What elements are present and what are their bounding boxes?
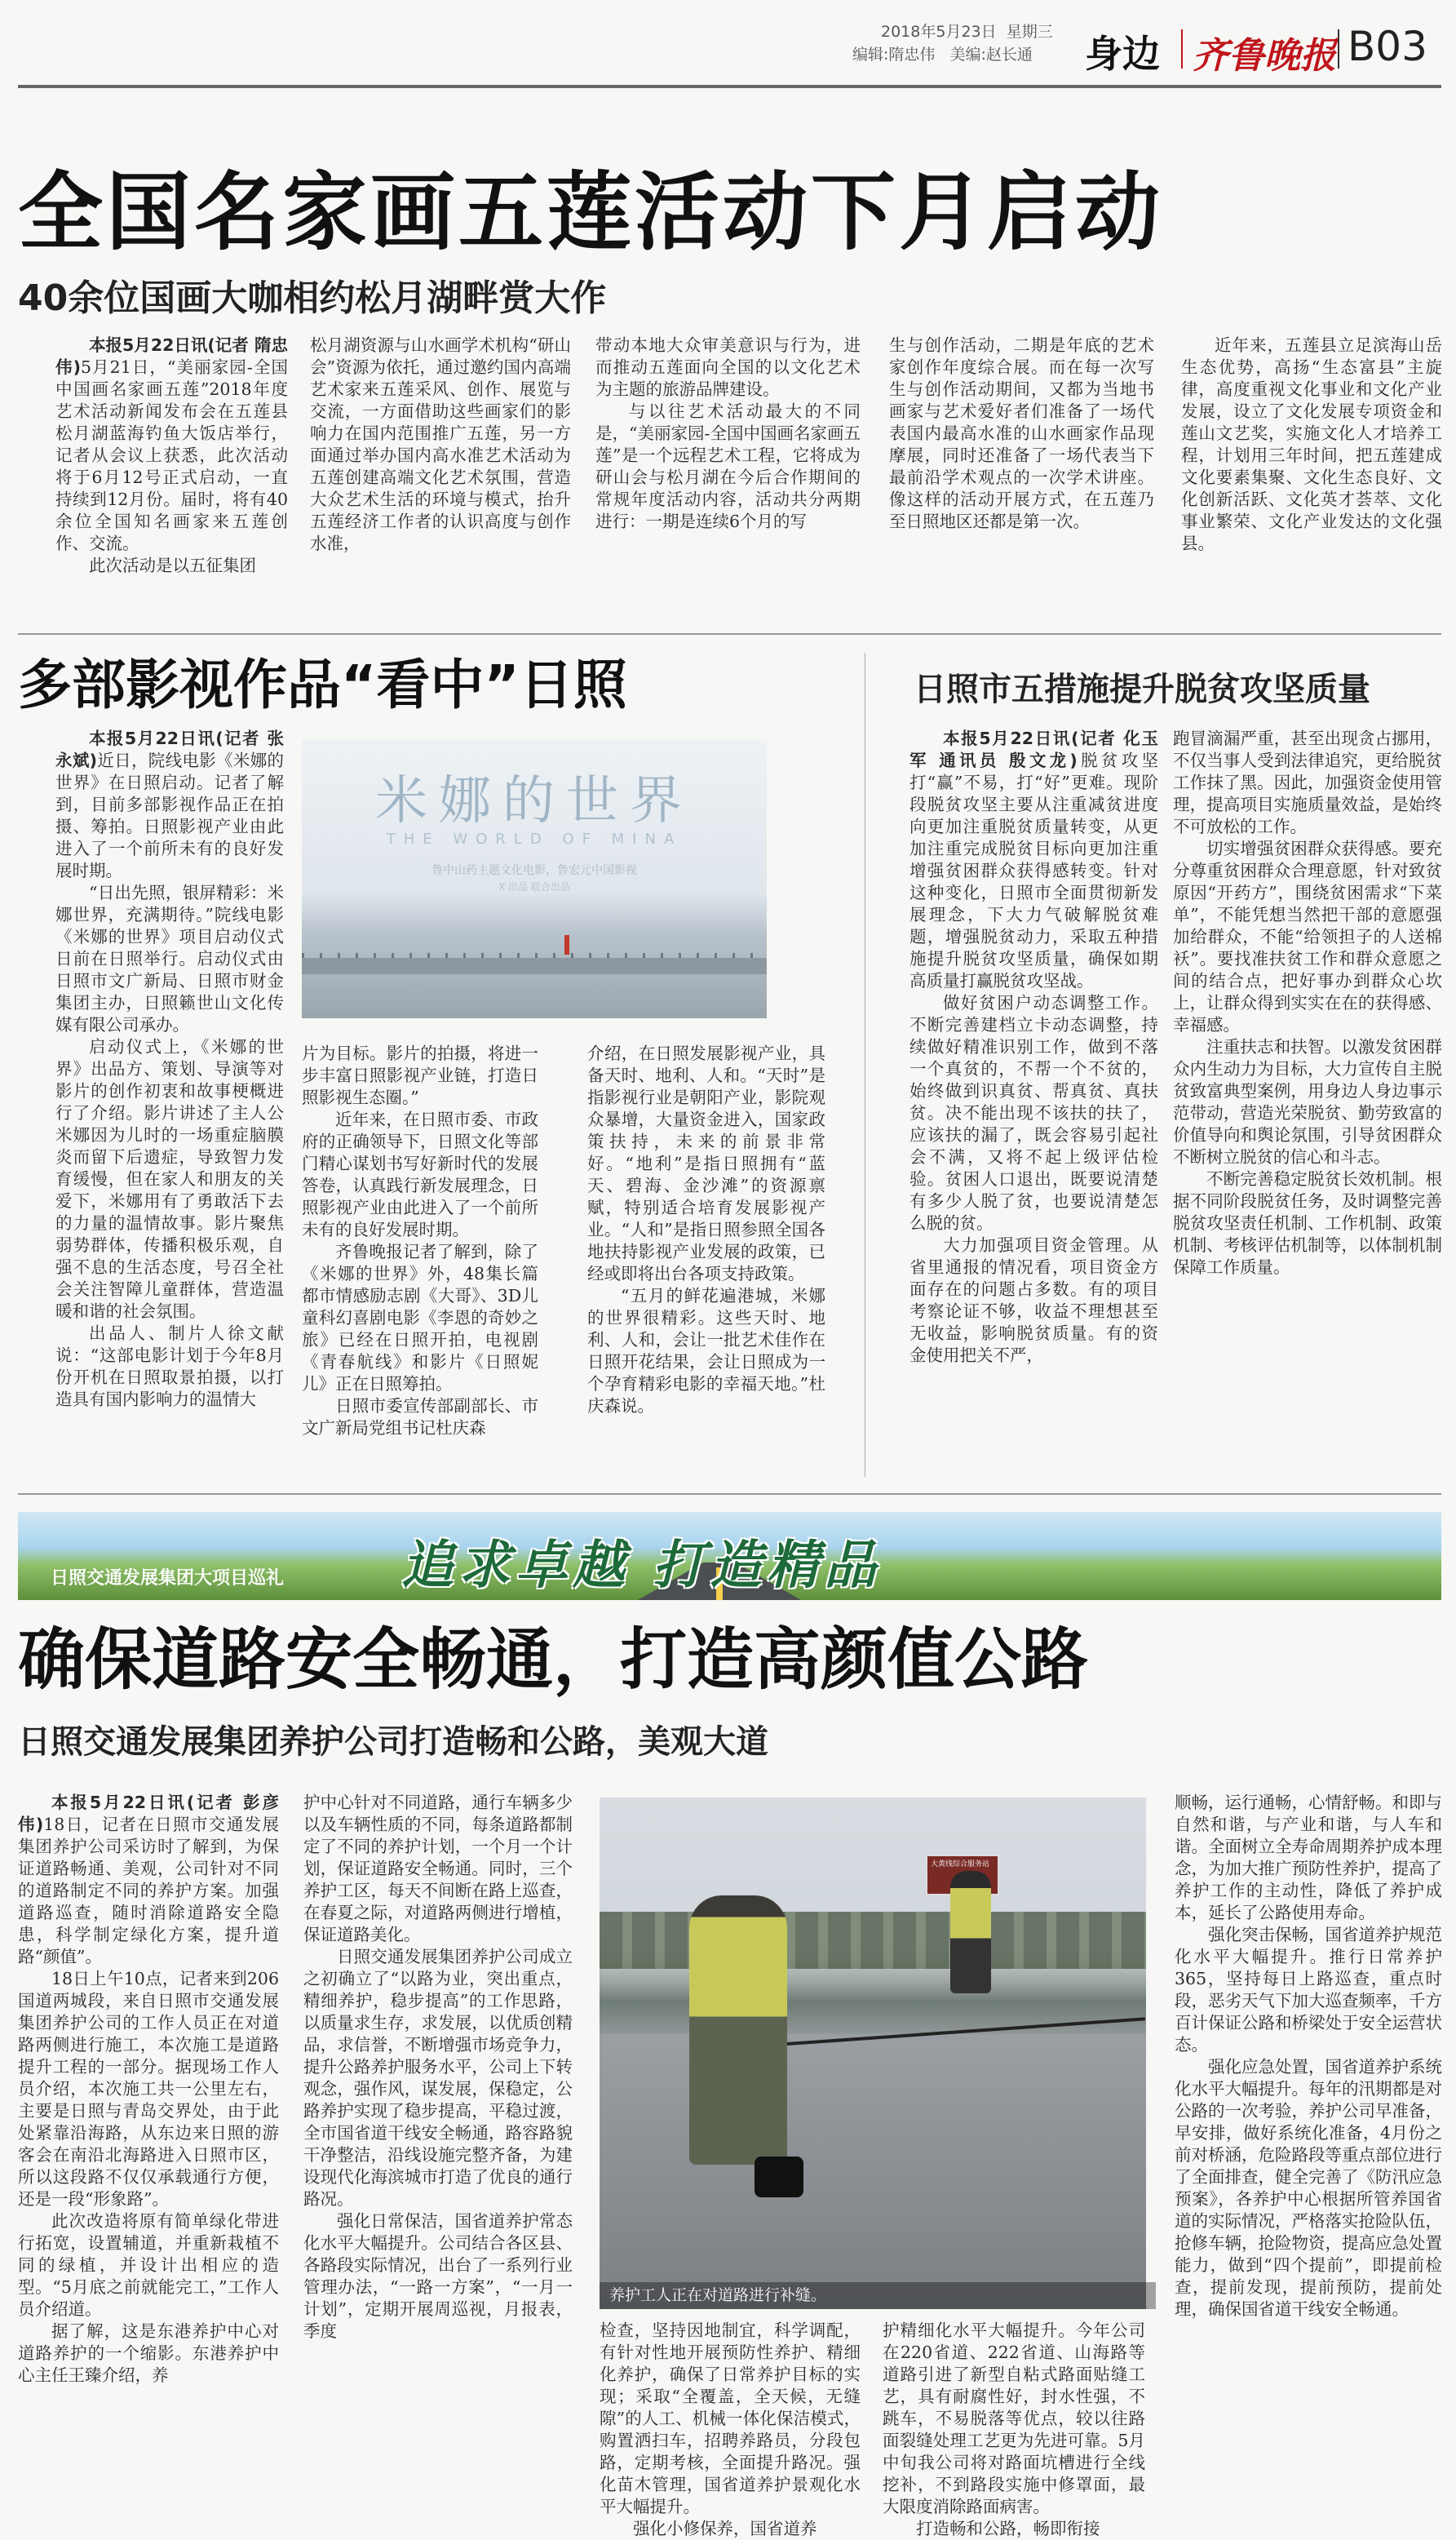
header-divider-2: [1338, 29, 1339, 69]
article3-col2: 跑冒滴漏严重，甚至出现贪占挪用，不仅当事人受到法律追究，更给脱贫工作抹了黑。因此，加强资金使用管理，提高项目实施质量效益，是始终不可放松的工作。 切实增强贫困群众获得感。要充分尊重贫困群众合理意愿，针对致贫原因“开药方”，围绕贫困需求“下菜单”，不能凭想当然把干部的意愿强加给群众，不能“给领担子的人送棉袄”。要找准扶贫工作和群众意愿之间的结合点，把好事办到群众心坎上，让群众得到实实在在的获得感、幸福感。 注重扶志和扶智。以激发贫困群众内生动力为目标，大力宣传自主脱贫致富典型案例，用身边人身边事示范带动，营造光荣脱贫、勤劳致富的价值导向和舆论氛围，引导贫困群众不断树立脱贫的信心和斗志。 不断完善稳定脱贫长效机制。根据不同阶段脱贫任务，及时调整完善脱贫攻坚责任机制、工作机制、政策机制、考核评估机制等，以体制机制保障工作质量。: [1173, 729, 1442, 1277]
worker-left: [689, 1895, 787, 2165]
editor: 编辑:隋忠伟: [852, 46, 936, 64]
worker-right: [950, 1871, 991, 1993]
headline-3: 日照市五措施提升脱贫攻坚质量: [914, 671, 1370, 708]
weekday: 星期三: [1006, 23, 1053, 41]
banner-slogan: 追求卓越 打造精品: [401, 1536, 882, 1596]
pier: [302, 958, 767, 974]
trees: [600, 1912, 1146, 1969]
rule-1: [18, 633, 1441, 635]
article1-col1: 本报5月22日讯(记者 隋忠伟)5月21日，“美丽家园-全国中国画名家画五莲”2018年度艺术活动新闻发布会在五莲县松月湖蓝海钓鱼大饭店举行，记者从会议上获悉，此次活动将于6月12号正式启动，一直持续到12月份。届时，将有40余位全国知名画家来五莲创作、交流。 此次活动是以五征集团: [55, 335, 288, 575]
headline-1: 全国名家画五莲活动下月启动: [18, 162, 1164, 262]
byline-3: 本报5月22日讯(记者 化玉军 通讯员 殷文龙): [909, 729, 1158, 770]
header-divider: [1181, 29, 1183, 69]
byline-1: 本报5月22日讯(记者 隋忠伟): [55, 335, 288, 377]
headline-2: 多部影视作品“看中”日照: [18, 654, 627, 716]
byline-2: 本报5月22日讯(记者 张永斌): [55, 729, 284, 770]
poster-credit-2: X 出品 联合出品: [498, 881, 570, 893]
art-editor: 美编:赵长通: [949, 46, 1033, 64]
article4-col2: 护中心针对不同道路，通行车辆多少以及车辆性质的不同，每条道路都制定了不同的养护计划，一个月一个计划，保证道路安全畅通。同时，三个养护工区，每天不间断在路上巡查，在春夏之际，对道路两侧进行增植，保证道路美化。 日照交通发展集团养护公司成立之初确立了“以路为业，突出重点，精细养护，稳步提高”的工作思路，以质量求生存，求发展，以优质创精品，求信誉，不断增强市场竞争力，提升公路养护服务水平，公司上下转观念，强作风，谋发展，保稳定，公路养护实现了稳步提高，平稳过渡，全市国省道干线安全畅通，路容路貌干净整洁，沿线设施完整齐备，为建设现代化海滨城市打造了优良的通行路况。 强化日常保洁，国省道养护常态化水平大幅提升。公司结合各区县、各路段实际情况，出台了一系列行业管理办法，“一路一方案”，“一月一计划”，定期开展周巡视，月报表，季度: [303, 1793, 573, 2341]
article4-col1: 本报5月22日讯(记者 彭彦伟)18日，记者在日照市交通发展集团养护公司采访时了解到，为保证道路畅通、美观，公司针对不同的道路制定不同的养护方案。加强道路巡查，随时消除道路安全隐患，科学制定绿化方案，提升道路“颜值”。 18日上午10点，记者来到206国道两城段，来自日照市交通发展集团养护公司的工作人员正在对道路两侧进行施工，本次施工是道路提升工程的一部分。据现场工作人员介绍，本次施工共一公里左右，主要是日照与青岛交界处，由于此处紧靠沿海路，从东边来日照的游客会在南沿北海路进入日照市区，所以这段路不仅仅承载通行方便，还是一段“形象路”。 此次改造将原有简单绿化带进行拓宽，设置辅道，并重新栽植不同的绿植，并设计出相应的造型。“5月底之前就能完工，”工作人员介绍道。 据了解，这是东港养护中心对道路养护的一个缩影。东港养护中心主任王臻介绍，养: [18, 1793, 279, 2385]
photo-caption: 养护工人正在对道路进行补缝。: [600, 2282, 1156, 2309]
promo-banner: [18, 1512, 1441, 1600]
article4-col4: 护精细化水平大幅提升。今年公司在220省道、222省道、山海路等道路引进了新型自粘式路面贴缝工艺，具有耐腐性好，封水性强，不跳车，不易脱落等优点，较以往路面裂缝处理工艺更为先进可靠。5月中旬我公司将对路面坑槽进行全线挖补，不到路段实施中修罩面，最大限度消除路面病害。 打造畅和公路，畅即衔接: [883, 2321, 1145, 2538]
pier-railing: [302, 953, 767, 958]
article1-col3: 带动本地大众审美意识与行为，进而推动五莲面向全国的以文化艺术为主题的旅游品牌建设。 与以往艺术活动最大的不同是，“美丽家园-全国中国画名家画五莲”是一个远程艺术工程，它将成为研山会与松月湖在今后合作期间的常规年度活动内容，活动共分两期进行：一期是连续6个月的写: [595, 335, 861, 531]
issue-date: [881, 21, 1053, 42]
article1-col2: 松月湖资源与山水画学术机构“研山会”资源为依托，通过邀约国内高端艺术家来五莲采风、创作、展览与交流，一方面借助这些画家们的影响力在国内范围推广五莲，另一方面通过举办国内高水准艺术活动为五莲创建高端文化艺术氛围，营造大众艺术生活的环境与模式，抬升五莲经济工作者的认识高度与创作水准，: [310, 335, 571, 553]
article1-col5: 近年来，五莲县立足滨海山岳生态优势，高扬“生态富县”主旋律，高度重视文化事业和文化产业发展，设立了文化发展专项资金和莲山文艺奖，实施文化人才培养工程，计划用三年时间，把五莲建成文化要素集聚、文化生态良好、文化创新活跃、文化英才荟萃、文化事业繁荣、文化产业发达的文化强县。: [1181, 335, 1442, 553]
newspaper-logo: 齐鲁晚报: [1193, 35, 1336, 77]
road-sign-text: 大黄线综合服务站: [931, 1860, 990, 1868]
article2-col3: 介绍，在日照发展影视产业，具备天时、地利、人和。“天时”是指影视行业是朝阳产业，影院观众暴增，大量资金进入，国家政策扶持，未来的前景非常好。“地利”是指日照拥有“蓝天、碧海、金沙滩”的资源禀赋，特别适合培育发展影视产业。“人和”是指日照参照全国各地扶持影视产业发展的政策，已经或即将出台各项支持政策。 “五月的鲜花遍港城，米娜的世界很精彩。这些天时、地利、人和，会让一批艺术佳作在日照开花结果，会让日照成为一个孕育精彩电影的幸福天地。”杜庆森说。: [587, 1044, 825, 1416]
editor-credits: [852, 44, 1033, 65]
poster-credit: 鲁中山药主题文化电影，鲁宏元中国影视: [431, 864, 637, 877]
rule-2: [18, 1493, 1441, 1495]
poster-en-title: THE WORLD OF MINA: [386, 831, 683, 848]
article2-col2: 片为目标。影片的拍摄，将进一步丰富日照影视产业链，打造日照影视生态圈。” 近年来，在日照市委、市政府的正确领导下，日照文化等部门精心谋划书写好新时代的发展答卷，认真践行新发展理念，日照影视产业由此进入了一个前所未有的良好发展时期。 齐鲁晚报记者了解到，除了《米娜的世界》外，48集长篇都市情感励志剧《大哥》、3D儿童科幻喜剧电影《李恩的奇妙之旅》已经在日照开拍，电视剧《青春航线》和影片《日照妮儿》正在日照筹拍。 日照市委宣传部副部长、市文广新局党组书记杜庆森: [302, 1044, 538, 1438]
subheadline-1: 40余位国画大咖相约松月湖畔赏大作: [18, 277, 607, 319]
girl-figure: [564, 935, 569, 955]
byline-4: 本报5月22日讯(记者 彭彦伟): [18, 1793, 279, 1834]
article1-col4: 生与创作活动，二期是年底的艺术家创作年度综合展。而在每一次写生与创作活动期间，又都为当地书画家与艺术爱好者们准备了一场代表国内最高水准的山水画家作品现摩展，同时还准备了一场代表当下最前沿学术观点的一次学术讲座。像这样的活动开展方式，在五莲乃至日照地区还都是第一次。: [889, 335, 1154, 531]
article4-col3: 检查，坚持因地制宜，科学调配，有针对性地开展预防性养护、精细化养护，确保了日常养护目标的实现；采取“全覆盖，全天候，无缝隙”的人工、机械一体化保洁模式，购置洒扫车，招聘养路员，分段包路，定期考核，全面提升路况。强化苗木管理，国省道养护景观化水平大幅提升。 强化小修保养，国省道养: [600, 2321, 861, 2538]
sealant-pot: [755, 2157, 803, 2197]
road-repair-photo: [600, 1798, 1146, 2309]
headline-4: 确保道路安全畅通，打造高颜值公路: [18, 1621, 1089, 1699]
road-surface: [600, 2034, 1146, 2309]
article3-col1: 本报5月22日讯(记者 化玉军 通讯员 殷文龙)脱贫攻坚打“赢”不易，打“好”更难。现阶段脱贫攻坚主要从注重减贫进度向更加注重脱贫质量转变，从更加注重完成脱贫目标向更加注重增强贫困群众获得感转变。针对这种变化，日照市全面贯彻新发展理念，下大力气破解脱贫难题，增强脱贫动力，采取五种措施提升脱贫攻坚质量，确保如期高质量打赢脱贫攻坚战。 做好贫困户动态调整工作。不断完善建档立卡动态调整，持续做好精准识别工作，做到不落一个真贫的，不帮一个不贫的，始终做到识真贫、帮真贫、真扶贫。决不能出现不该扶的扶了，应该扶的漏了，既会容易引起社会不满，又将不起上级评估检验。贫困人口退出，既要说清楚有多少人脱了贫，也要说清楚怎么脱的贫。 大力加强项目资金管理。从省里通报的情况看，项目资金方面存在的问题占多数。有的项目考察论证不够，收益不理想甚至无收益，影响脱贫质量。有的资金使用把关不严，: [909, 729, 1158, 1365]
header-rule: [18, 85, 1441, 88]
page-number: B03: [1348, 23, 1427, 70]
date: 2018年5月23日: [881, 23, 997, 41]
banner-tag: 日照交通发展集团大项目巡礼: [51, 1568, 285, 1589]
subheadline-4: 日照交通发展集团养护公司打造畅和公路，美观大道: [18, 1723, 768, 1761]
article4-col5: 顺畅，运行通畅，心情舒畅。和即与自然和谐，与产业和谐，与人车和谐。全面树立全寿命周期养护成本理念，为加大推广预防性养护，提高了养护工作的主动性，降低了养护成本，延长了公路使用寿命。 强化突击保畅，国省道养护规范化水平大幅提升。推行日常养护365，坚持每日上路巡查，重点时段，恶劣天气下加大巡查频率，千方百计保证公路和桥梁处于安全运营状态。 强化应急处置，国省道养护系统化水平大幅提升。每年的汛期都是对公路的一次考验，养护公司早准备，早安排，做好系统化准备，4月份之前对桥涵，危险路段等重点部位进行了全面排查，健全完善了《防汛应急预案》，各养护中心根据所管养国省道的实际情况，严格落实抢险队伍，抢修车辆，抢险物资，提高应急处置能力，做到“四个提前”，即提前检查，提前发现，提前预防，提前处理，确保国省道干线安全畅通。: [1175, 1793, 1442, 2319]
article2-col1: 本报5月22日讯(记者 张永斌)近日，院线电影《米娜的世界》在日照启动。记者了解到，目前多部影视作品正在拍摄、筹拍。日照影视产业由此进入了一个前所未有的良好发展时期。 “日出先照，银屏精彩：米娜世界，充满期待。”院线电影《米娜的世界》项目启动仪式日前在日照举行。启动仪式由日照市文广新局、日照市财金集团主办，日照籁世山文化传媒有限公司承办。 启动仪式上，《米娜的世界》出品方、策划、导演等对影片的创作初衷和故事梗概进行了介绍。影片讲述了主人公米娜因为儿时的一场重症脑膜炎而留下后遗症，导致智力发育缓慢，但在家人和朋友的关爱下，米娜用有了勇敢活下去的力量的温情故事。影片聚焦弱势群体，传播积极乐观，自强不息的生活态度，号召全社会关注智障儿童群体，营造温暖和谐的社会氛围。 出品人、制片人徐文献说：“这部电影计划于今年8月份开机在日照取景拍摄，以打造具有国内影响力的温情大: [55, 729, 285, 1409]
movie-poster-image: [302, 739, 767, 1018]
poster-title: 米娜的世界: [375, 771, 693, 831]
section-name: 身边: [1085, 32, 1160, 76]
